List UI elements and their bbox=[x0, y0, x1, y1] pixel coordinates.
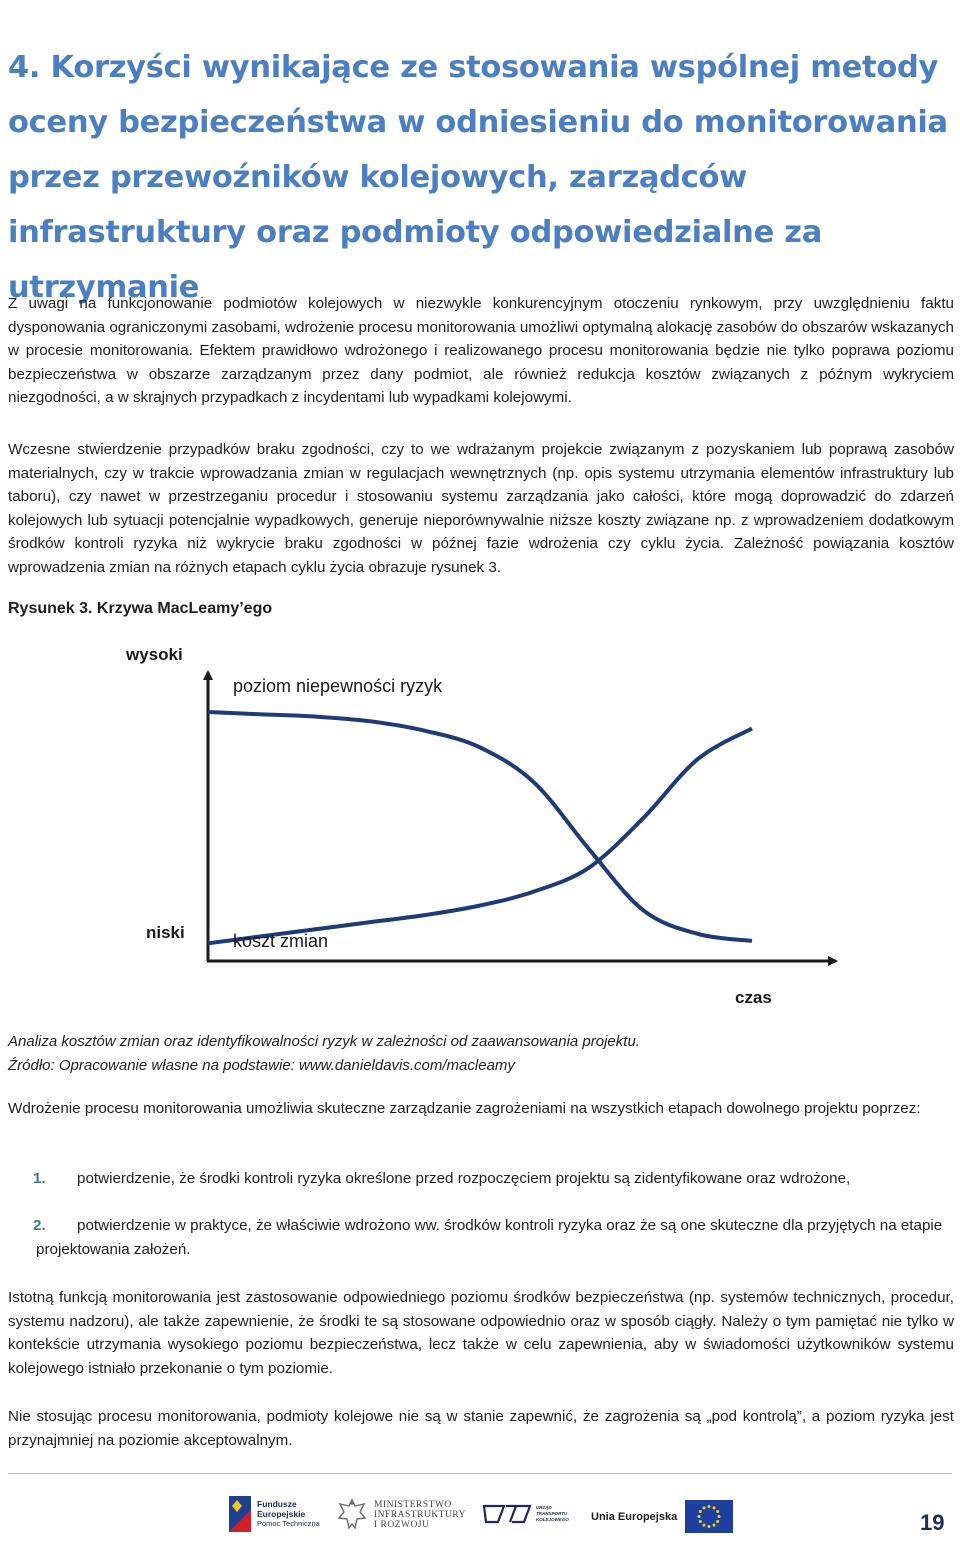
utk-line-1: URZĄD bbox=[536, 1505, 552, 1510]
eu-star bbox=[718, 1515, 721, 1518]
eu-star bbox=[703, 1506, 706, 1509]
caption-description: Analiza kosztów zmian oraz identyfikowalności ryzyk w zależności od zaawansowania projektu. bbox=[8, 1033, 640, 1050]
y-top-label: wysoki bbox=[126, 645, 183, 664]
y-bottom-label: niski bbox=[146, 923, 185, 942]
european-funds-logo bbox=[229, 1496, 320, 1532]
caption-source: Źródło: Opracowanie własne na podstawie: www.danieldavis.com/macleamy bbox=[8, 1056, 515, 1074]
safety-measures-paragraph: Istotną funkcją monitorowania jest zastosowanie odpowiedniego poziomu środków bezpieczeństwa (np. systemów technicznych, procedur, systemu nadzoru), ale także zapewnienie, że środki te są stosowane odpowiednio oraz w sposób ciągły. Należy o tym pamiętać nie tylko w kontekście utrzymania wysokiego poziomu bezpieczeństwa, lecz także w celu zapewnienia, aby w świadomości użytkowników systemu kolejowego istniało przekonanie o tym poziomie. bbox=[8, 1289, 954, 1377]
utk-logo bbox=[482, 1502, 569, 1526]
fe-line-1: Fundusze bbox=[257, 1499, 297, 1509]
intro-paragraph: Z uwagi na funkcjonowanie podmiotów kolejowych w niezwykle konkurencyjnym otoczeniu rynkowym, przy uwzględnieniu faktu dysponowania ograniczonymi zasobami, wdrożenie procesu monitorowania umożliwi optymalną alokację zasobów do obszarów wskazanych w procesie monitorowania. Efektem prawidłowo wdrożonego i realizowanego procesu monitorowania będzie nie tylko poprawa poziomu bezpieczeństwa w obszarze zarządzanym przez dany podmiot, ale również redukcja kosztów związanych z późnym wykryciem niezgodności, a w skrajnych przypadkach z incydentami lub wypadkami kolejowymi. bbox=[8, 295, 954, 407]
utk-line-2: TRANSPORTU bbox=[536, 1511, 568, 1516]
european-funds-icon bbox=[229, 1496, 251, 1532]
eu-star bbox=[708, 1525, 711, 1528]
eu-star bbox=[708, 1505, 711, 1508]
footer-divider bbox=[8, 1473, 952, 1474]
eagle-emblem-icon bbox=[338, 1498, 366, 1532]
eu-star bbox=[703, 1524, 706, 1527]
list-number: 1. bbox=[33, 1170, 46, 1187]
conclusion-paragraph: Nie stosując procesu monitorowania, podmioty kolejowe nie są w stanie zapewnić, że zagrożenia są „pod kontrolą”, a poziom ryzyka jest przynajmniej na poziomie akceptowalnym. bbox=[8, 1408, 954, 1449]
eu-logo bbox=[591, 1500, 733, 1533]
page-number: 19 bbox=[920, 1510, 945, 1535]
eu-star bbox=[698, 1515, 701, 1518]
ministry-logo bbox=[338, 1498, 466, 1532]
figure-caption bbox=[8, 1030, 640, 1077]
eu-label: Unia Europejska bbox=[591, 1510, 678, 1523]
ministry-line-3: I ROZWOJU bbox=[374, 1520, 430, 1530]
eu-star bbox=[713, 1506, 716, 1509]
monitoring-intro-paragraph: Wdrożenie procesu monitorowania umożliwia skuteczne zarządzanie zagrożeniami na wszystkich etapach dowolnego projektu poprzez: bbox=[8, 1100, 921, 1117]
eu-flag-icon bbox=[685, 1500, 733, 1533]
eu-star bbox=[699, 1510, 702, 1513]
list-item bbox=[33, 1214, 956, 1262]
risk-series-label: poziom niepewności ryzyk bbox=[233, 676, 443, 696]
fe-line-2: Europejskie bbox=[257, 1509, 306, 1519]
eu-star bbox=[716, 1510, 719, 1513]
cost-series-label: koszt zmian bbox=[233, 931, 329, 951]
utk-line-3: KOLEJOWEGO bbox=[536, 1517, 569, 1522]
fe-line-3: Pomoc Techniczna bbox=[257, 1519, 320, 1528]
list-item bbox=[33, 1167, 956, 1191]
early-detection-paragraph: Wczesne stwierdzenie przypadków braku zgodności, czy to we wdrażanym projekcie związanym z pozyskaniem lub poprawą zasobów materialnych, czy w trakcie wprowadzania zmian w regulacjach wewnętrznych (np. opis systemu utrzymania elementów infrastruktury lub taboru), czy nawet w przestrzeganiu procedur i stosowaniu systemu zarządzania jako całości, które mogą doprowadzić do zdarzeń kolejowych lub sytuacji potencjalnie wypadkowych, generuje nieporównywalnie niższe koszty związane np. z wprowadzeniem dodatkowym środków kontroli ryzyka niż wykrycie braku zgodności w późnej fazie wdrożenia czy cyklu życia. Zależność powiązania kosztów wprowadzenia zmian na różnych etapach cyklu życia obrazuje rysunek 3. bbox=[8, 441, 954, 576]
ministry-line-2: INFRASTRUKTURY bbox=[374, 1510, 466, 1520]
utk-mark-icon bbox=[482, 1502, 532, 1526]
figure-label: Rysunek 3. Krzywa MacLeamy’ego bbox=[8, 600, 273, 617]
cost-of-change-curve bbox=[208, 729, 752, 944]
list-text: potwierdzenie, że środki kontroli ryzyka określone przed rozpoczęciem projektu są zidentyfikowane oraz wdrożone, bbox=[77, 1170, 851, 1187]
eu-star bbox=[699, 1520, 702, 1523]
macleamy-chart bbox=[0, 620, 960, 1007]
eu-star bbox=[716, 1520, 719, 1523]
x-axis-label: czas bbox=[735, 988, 772, 1007]
ministry-line-1: MINISTERSTWO bbox=[374, 1500, 452, 1510]
page-title: 4. Korzyści wynikające ze stosowania wspólnej metody oceny bezpieczeństwa w odniesieniu do monitorowania przez przewoźników kolejowych, zarządców infrastruktury oraz podmioty odpowiedzialne za utrzymanie bbox=[8, 50, 948, 305]
list-number: 2. bbox=[33, 1217, 46, 1234]
eu-star bbox=[713, 1524, 716, 1527]
list-text: potwierdzenie w praktyce, że właściwie wdrożono ww. środków kontroli ryzyka oraz że są one skuteczne dla przyjętych na etapie projektowania założeń. bbox=[36, 1217, 943, 1258]
